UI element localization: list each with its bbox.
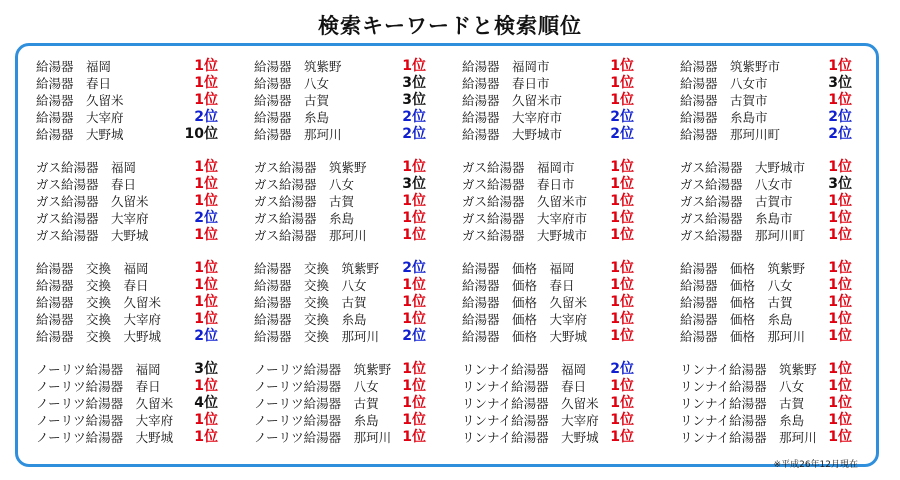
keyword-text: 給湯器 那珂川町 (680, 127, 781, 142)
rank-value: 1位 (610, 294, 634, 310)
rank-value: 1位 (402, 58, 426, 74)
rank-value: 3位 (194, 361, 218, 377)
keyword-text: 給湯器 価格 春日 (462, 278, 575, 293)
keyword-row (680, 395, 870, 412)
rank-value: 1位 (610, 92, 634, 108)
keyword-text: リンナイ給湯器 大野城 (462, 430, 599, 445)
keyword-text: 給湯器 大野城 (36, 127, 124, 142)
keyword-text: ノーリツ給湯器 春日 (36, 379, 161, 394)
keyword-row (254, 294, 444, 311)
rank-value: 1位 (610, 159, 634, 175)
rank-value: 1位 (402, 361, 426, 377)
keyword-row (36, 176, 226, 193)
rank-value: 2位 (610, 109, 634, 125)
rank-value: 1位 (194, 159, 218, 175)
keyword-text: ガス給湯器 久留米市 (462, 194, 588, 209)
rank-value: 3位 (828, 75, 852, 91)
keyword-text: 給湯器 大宰府市 (462, 110, 563, 125)
keyword-text: ノーリツ給湯器 福岡 (36, 362, 161, 377)
keyword-row (462, 210, 652, 227)
keyword-text: ガス給湯器 糸島 (254, 211, 355, 226)
rank-value: 1位 (828, 159, 852, 175)
rank-value: 2位 (828, 126, 852, 142)
rank-value: 1位 (828, 294, 852, 310)
keyword-row (462, 277, 652, 294)
rank-value: 1位 (402, 294, 426, 310)
keyword-row (462, 311, 652, 328)
rank-value: 3位 (402, 75, 426, 91)
keyword-text: ガス給湯器 大宰府市 (462, 211, 588, 226)
keyword-row (680, 412, 870, 429)
keyword-row (462, 361, 652, 378)
keyword-row (462, 328, 652, 345)
keyword-text: ノーリツ給湯器 古賀 (254, 396, 379, 411)
keyword-row (254, 412, 444, 429)
keyword-text: ガス給湯器 大野城市 (680, 160, 806, 175)
keyword-text: 給湯器 八女 (254, 76, 330, 91)
keyword-row (462, 227, 652, 244)
keyword-row (254, 176, 444, 193)
rank-value: 1位 (828, 378, 852, 394)
keyword-row (36, 159, 226, 176)
keyword-row (462, 294, 652, 311)
keyword-text: 給湯器 福岡 (36, 59, 112, 74)
keyword-row (254, 311, 444, 328)
keyword-row (680, 429, 870, 446)
keyword-row (462, 109, 652, 126)
keyword-row (254, 109, 444, 126)
rank-value: 1位 (194, 294, 218, 310)
keyword-row (254, 328, 444, 345)
rank-value: 1位 (828, 311, 852, 327)
rank-value: 1位 (610, 193, 634, 209)
keyword-row (254, 210, 444, 227)
keyword-row (254, 92, 444, 109)
keyword-row (462, 412, 652, 429)
keyword-text: 給湯器 大野城市 (462, 127, 563, 142)
rank-value: 1位 (194, 176, 218, 192)
keyword-text: ガス給湯器 久留米 (36, 194, 149, 209)
rank-value: 1位 (828, 412, 852, 428)
keyword-group (680, 361, 870, 446)
keyword-row (680, 210, 870, 227)
keyword-row (254, 378, 444, 395)
keyword-text: 給湯器 春日 (36, 76, 112, 91)
keyword-row (254, 126, 444, 143)
rank-value: 1位 (402, 227, 426, 243)
keyword-group (254, 58, 444, 143)
keyword-group (36, 58, 226, 143)
keyword-row (680, 75, 870, 92)
rank-value: 1位 (402, 412, 426, 428)
keyword-text: 給湯器 交換 大宰府 (36, 312, 162, 327)
keyword-text: ガス給湯器 大野城市 (462, 228, 588, 243)
rank-value: 2位 (610, 126, 634, 142)
keyword-row (462, 378, 652, 395)
keyword-group (462, 260, 652, 345)
keyword-text: ガス給湯器 八女市 (680, 177, 793, 192)
keyword-text: 給湯器 大宰府 (36, 110, 124, 125)
keyword-row (36, 429, 226, 446)
keyword-row (462, 75, 652, 92)
keyword-text: ガス給湯器 大野城 (36, 228, 149, 243)
rank-value: 10位 (184, 126, 218, 142)
rank-value: 2位 (402, 126, 426, 142)
keyword-text: 給湯器 価格 久留米 (462, 295, 588, 310)
keyword-text: リンナイ給湯器 八女 (680, 379, 805, 394)
keyword-text: リンナイ給湯器 大宰府 (462, 413, 599, 428)
keyword-row (680, 193, 870, 210)
keyword-row (36, 109, 226, 126)
keyword-row (680, 378, 870, 395)
keyword-row (254, 75, 444, 92)
keyword-row (680, 311, 870, 328)
rank-value: 3位 (402, 92, 426, 108)
keyword-text: リンナイ給湯器 古賀 (680, 396, 805, 411)
rank-value: 1位 (402, 159, 426, 175)
keyword-text: 給湯器 春日市 (462, 76, 550, 91)
keyword-text: 給湯器 価格 福岡 (462, 261, 575, 276)
keyword-text: ノーリツ給湯器 八女 (254, 379, 379, 394)
page-title: 検索キーワードと検索順位 (318, 14, 582, 38)
rank-value: 1位 (402, 378, 426, 394)
rank-value: 3位 (402, 176, 426, 192)
keyword-row (680, 260, 870, 277)
keyword-row (36, 328, 226, 345)
rank-value: 1位 (828, 58, 852, 74)
keyword-text: 給湯器 那珂川 (254, 127, 342, 142)
keyword-row (462, 58, 652, 75)
keyword-row (36, 126, 226, 143)
keyword-row (254, 361, 444, 378)
keyword-row (254, 193, 444, 210)
keyword-text: 給湯器 交換 筑紫野 (254, 261, 380, 276)
keyword-text: 給湯器 八女市 (680, 76, 768, 91)
keyword-text: 給湯器 交換 大野城 (36, 329, 162, 344)
keyword-text: ガス給湯器 福岡市 (462, 160, 575, 175)
keyword-text: 給湯器 交換 糸島 (254, 312, 367, 327)
keyword-row (254, 227, 444, 244)
rank-value: 1位 (610, 277, 634, 293)
rank-value: 2位 (402, 109, 426, 125)
keyword-row (36, 311, 226, 328)
keyword-group (680, 58, 870, 143)
rank-value: 1位 (194, 193, 218, 209)
rank-value: 2位 (402, 328, 426, 344)
rank-value: 2位 (194, 109, 218, 125)
keyword-text: 給湯器 久留米 (36, 93, 124, 108)
keyword-text: リンナイ給湯器 久留米 (462, 396, 599, 411)
keyword-text: 給湯器 交換 久留米 (36, 295, 162, 310)
keyword-text: リンナイ給湯器 糸島 (680, 413, 805, 428)
rank-value: 1位 (828, 277, 852, 293)
keyword-text: 給湯器 糸島市 (680, 110, 768, 125)
rank-value: 1位 (402, 210, 426, 226)
keyword-group (680, 159, 870, 244)
keyword-row (36, 75, 226, 92)
rank-value: 1位 (828, 361, 852, 377)
keyword-text: 給湯器 交換 古賀 (254, 295, 367, 310)
keyword-row (254, 277, 444, 294)
rank-value: 1位 (194, 277, 218, 293)
keyword-text: リンナイ給湯器 那珂川 (680, 430, 817, 445)
keyword-text: 給湯器 筑紫野 (254, 59, 342, 74)
keyword-group (36, 260, 226, 345)
keyword-row (462, 126, 652, 143)
rank-value: 1位 (402, 429, 426, 445)
rank-value: 1位 (828, 395, 852, 411)
rank-value: 1位 (194, 92, 218, 108)
keyword-row (36, 395, 226, 412)
rank-value: 1位 (610, 227, 634, 243)
rank-value: 1位 (402, 277, 426, 293)
keyword-text: 給湯器 久留米市 (462, 93, 563, 108)
keyword-text: 給湯器 価格 大宰府 (462, 312, 588, 327)
keyword-text: リンナイ給湯器 筑紫野 (680, 362, 817, 377)
rank-value: 2位 (402, 260, 426, 276)
rank-value: 1位 (828, 227, 852, 243)
keyword-text: 給湯器 古賀 (254, 93, 330, 108)
keyword-row (36, 210, 226, 227)
rank-value: 1位 (610, 58, 634, 74)
keyword-row (462, 395, 652, 412)
keyword-text: 給湯器 交換 福岡 (36, 261, 149, 276)
rank-value: 1位 (402, 395, 426, 411)
keyword-text: ガス給湯器 春日 (36, 177, 137, 192)
keyword-text: 給湯器 価格 筑紫野 (680, 261, 806, 276)
keyword-text: 給湯器 交換 那珂川 (254, 329, 380, 344)
rank-value: 1位 (194, 311, 218, 327)
rank-value: 2位 (828, 109, 852, 125)
rank-value: 2位 (194, 210, 218, 226)
keyword-text: 給湯器 価格 八女 (680, 278, 793, 293)
keyword-group (462, 159, 652, 244)
keyword-text: ガス給湯器 古賀市 (680, 194, 793, 209)
keyword-row (254, 159, 444, 176)
rank-value: 1位 (828, 260, 852, 276)
rank-value: 1位 (194, 227, 218, 243)
keyword-text: ガス給湯器 那珂川 (254, 228, 367, 243)
keyword-text: 給湯器 価格 糸島 (680, 312, 793, 327)
keyword-text: 給湯器 交換 春日 (36, 278, 149, 293)
keyword-row (680, 126, 870, 143)
rank-value: 1位 (610, 311, 634, 327)
rank-value: 4位 (194, 395, 218, 411)
keyword-row (680, 294, 870, 311)
keyword-row (36, 378, 226, 395)
keyword-row (254, 429, 444, 446)
rank-value: 1位 (194, 429, 218, 445)
rank-value: 1位 (610, 378, 634, 394)
keyword-row (36, 294, 226, 311)
keyword-row (680, 328, 870, 345)
keyword-group (680, 260, 870, 345)
keyword-text: ガス給湯器 糸島市 (680, 211, 793, 226)
keyword-row (36, 260, 226, 277)
keyword-row (254, 395, 444, 412)
rank-value: 2位 (194, 328, 218, 344)
keyword-row (680, 227, 870, 244)
keyword-group (462, 58, 652, 143)
keyword-row (680, 176, 870, 193)
keyword-text: ノーリツ給湯器 久留米 (36, 396, 174, 411)
keyword-group (36, 361, 226, 446)
keyword-row (462, 176, 652, 193)
rank-value: 1位 (402, 311, 426, 327)
rank-value: 1位 (194, 58, 218, 74)
keyword-text: ガス給湯器 那珂川町 (680, 228, 806, 243)
keyword-row (36, 58, 226, 75)
keyword-row (680, 92, 870, 109)
keyword-group (254, 361, 444, 446)
keyword-text: 給湯器 福岡市 (462, 59, 550, 74)
keyword-row (36, 193, 226, 210)
keyword-text: 給湯器 価格 大野城 (462, 329, 588, 344)
keyword-text: ガス給湯器 大宰府 (36, 211, 149, 226)
date-note: ※平成26年12月現在 (773, 460, 858, 470)
rank-value: 1位 (194, 260, 218, 276)
rank-value: 1位 (610, 328, 634, 344)
keyword-text: ノーリツ給湯器 筑紫野 (254, 362, 392, 377)
keyword-row (36, 412, 226, 429)
rank-value: 1位 (610, 395, 634, 411)
rank-value: 1位 (194, 378, 218, 394)
keyword-row (462, 429, 652, 446)
keyword-group (36, 159, 226, 244)
rank-value: 1位 (194, 412, 218, 428)
rank-value: 1位 (828, 328, 852, 344)
keyword-row (680, 277, 870, 294)
keyword-text: リンナイ給湯器 福岡 (462, 362, 587, 377)
rank-value: 1位 (610, 75, 634, 91)
rank-value: 1位 (828, 210, 852, 226)
keyword-text: ノーリツ給湯器 大野城 (36, 430, 174, 445)
keyword-text: 給湯器 価格 古賀 (680, 295, 793, 310)
keyword-row (36, 92, 226, 109)
keyword-text: 給湯器 古賀市 (680, 93, 768, 108)
keyword-text: 給湯器 糸島 (254, 110, 330, 125)
keyword-row (254, 58, 444, 75)
keyword-row (36, 277, 226, 294)
rank-value: 2位 (610, 361, 634, 377)
rank-value: 1位 (610, 176, 634, 192)
keyword-text: リンナイ給湯器 春日 (462, 379, 587, 394)
keyword-text: ガス給湯器 古賀 (254, 194, 355, 209)
rank-value: 1位 (610, 429, 634, 445)
keyword-group (254, 159, 444, 244)
keyword-row (462, 92, 652, 109)
keyword-row (254, 260, 444, 277)
rank-value: 1位 (828, 92, 852, 108)
keyword-text: ガス給湯器 筑紫野 (254, 160, 367, 175)
keyword-text: ガス給湯器 福岡 (36, 160, 137, 175)
rank-value: 1位 (828, 429, 852, 445)
keyword-row (462, 193, 652, 210)
rank-value: 1位 (194, 75, 218, 91)
keyword-group (462, 361, 652, 446)
rank-value: 1位 (610, 260, 634, 276)
keyword-row (680, 109, 870, 126)
keyword-row (462, 260, 652, 277)
keyword-text: 給湯器 交換 八女 (254, 278, 367, 293)
keyword-row (680, 159, 870, 176)
rank-value: 1位 (610, 210, 634, 226)
rank-value: 1位 (828, 193, 852, 209)
rank-value: 1位 (402, 193, 426, 209)
keyword-text: ノーリツ給湯器 那珂川 (254, 430, 392, 445)
keyword-group (254, 260, 444, 345)
keyword-text: ノーリツ給湯器 糸島 (254, 413, 379, 428)
keyword-row (680, 361, 870, 378)
keyword-row (36, 227, 226, 244)
keyword-text: ガス給湯器 八女 (254, 177, 355, 192)
keyword-text: ノーリツ給湯器 大宰府 (36, 413, 174, 428)
keyword-row (462, 159, 652, 176)
keyword-text: 給湯器 筑紫野市 (680, 59, 781, 74)
keyword-text: 給湯器 価格 那珂川 (680, 329, 806, 344)
rank-value: 1位 (610, 412, 634, 428)
keyword-row (680, 58, 870, 75)
rank-value: 3位 (828, 176, 852, 192)
keyword-text: ガス給湯器 春日市 (462, 177, 575, 192)
keyword-row (36, 361, 226, 378)
